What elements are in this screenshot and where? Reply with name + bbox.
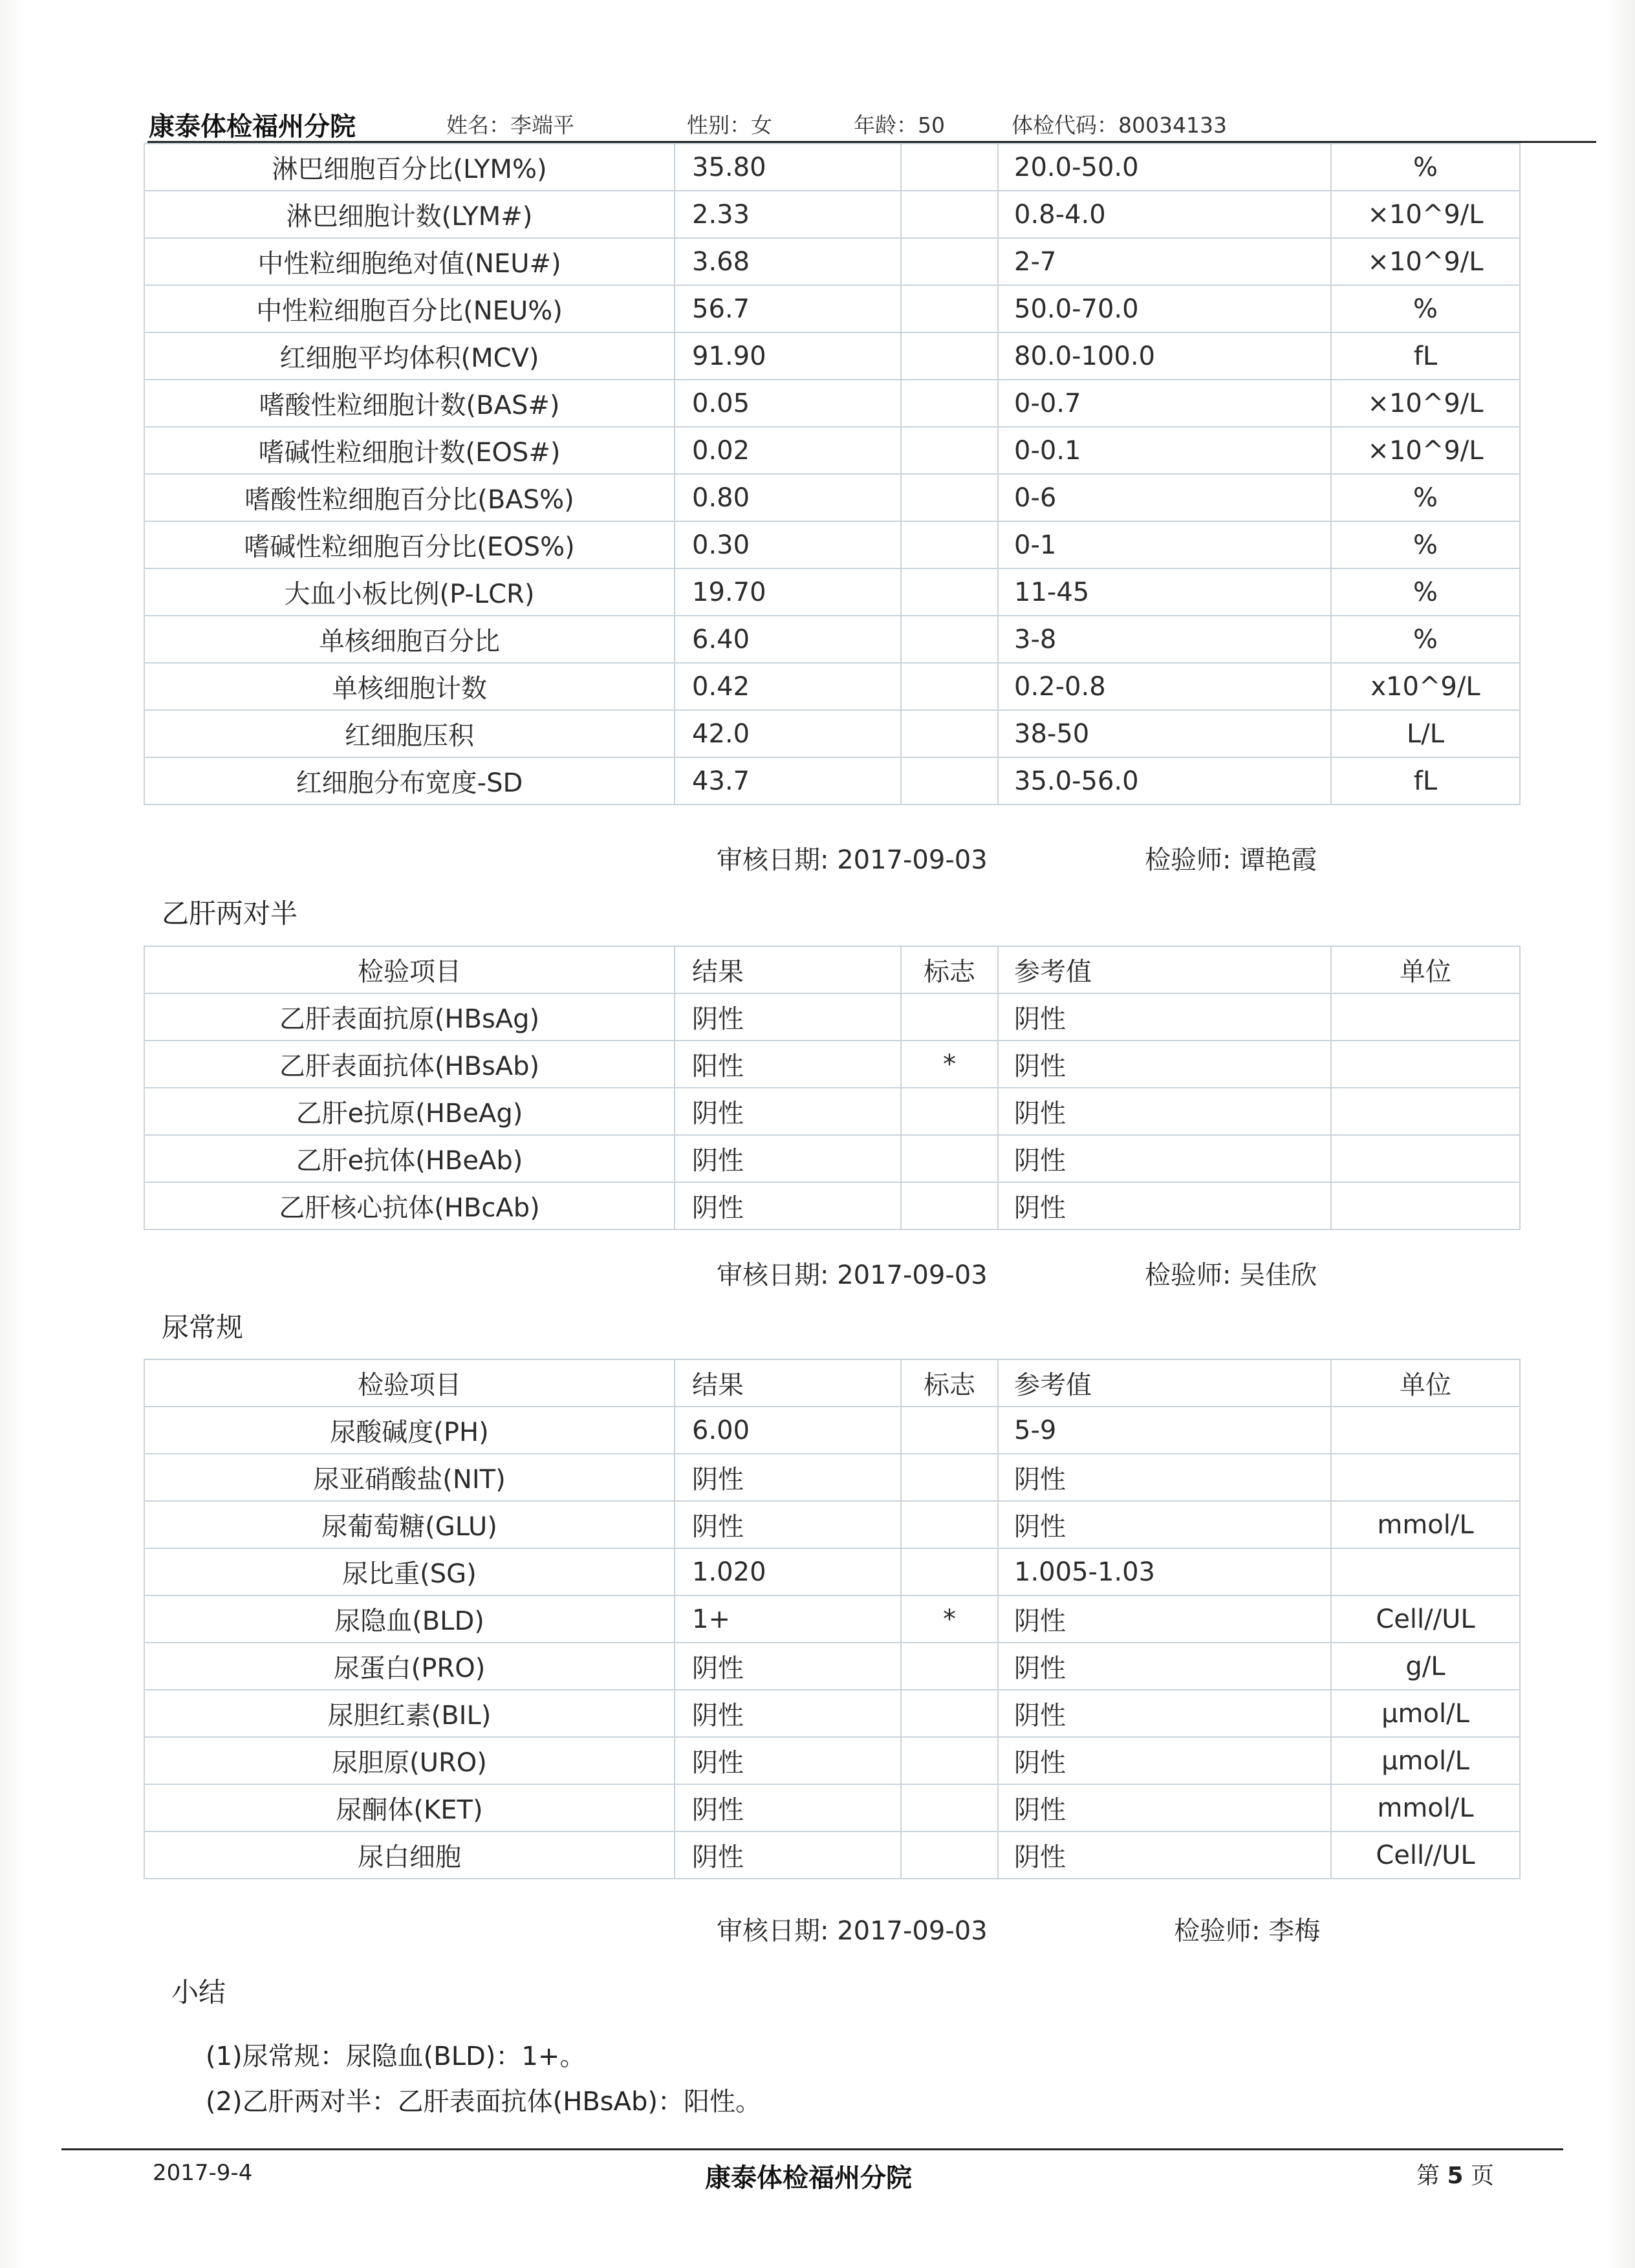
page-number: 5	[1447, 2163, 1464, 2189]
test-name: 单核细胞计数	[144, 663, 675, 710]
test-result: 2.33	[675, 191, 901, 238]
test-name: 尿葡萄糖(GLU)	[144, 1501, 675, 1548]
test-flag	[901, 427, 998, 474]
test-result: 0.30	[675, 521, 901, 568]
table-row	[144, 332, 1520, 380]
test-name: 中性粒细胞百分比(NEU%)	[144, 285, 675, 332]
sign3-date	[717, 1910, 988, 1947]
urine-table-body	[144, 1359, 1520, 1879]
test-name: 乙肝表面抗体(HBsAb)	[144, 1041, 675, 1088]
table-row	[144, 1690, 1520, 1737]
table-row	[144, 1643, 1520, 1690]
page-prefix: 第	[1416, 2163, 1440, 2189]
test-reference: 阴性	[998, 1737, 1331, 1784]
code-label: 体检代码：	[1012, 113, 1118, 138]
test-name: 尿酮体(KET)	[144, 1784, 675, 1831]
test-unit: %	[1331, 521, 1520, 568]
test-name: 大血小板比例(P-LCR)	[144, 568, 675, 616]
sign3-date-value: 2017-09-03	[837, 1916, 988, 1946]
test-result: 阴性	[675, 1135, 901, 1182]
footer-page	[1416, 2157, 1494, 2190]
header-flag: 标志	[901, 1359, 998, 1407]
test-name: 尿蛋白(PRO)	[144, 1643, 675, 1690]
sign3-date-label: 审核日期:	[717, 1916, 829, 1946]
test-unit	[1331, 1135, 1520, 1182]
test-unit: Cell//UL	[1331, 1831, 1520, 1879]
test-result: 6.40	[675, 616, 901, 663]
test-reference: 阴性	[998, 1501, 1331, 1548]
test-flag	[901, 521, 998, 568]
test-result: 42.0	[675, 710, 901, 757]
test-reference: 0-0.1	[998, 427, 1331, 474]
test-result: 35.80	[675, 144, 901, 191]
test-reference: 阴性	[998, 1135, 1331, 1182]
test-flag	[901, 380, 998, 427]
test-flag	[901, 1690, 998, 1737]
header-result: 结果	[675, 1359, 901, 1407]
test-result: 阴性	[675, 1088, 901, 1135]
table-row	[144, 238, 1520, 285]
report-header	[149, 103, 1597, 142]
test-unit: μmol/L	[1331, 1737, 1520, 1784]
test-unit	[1331, 1548, 1520, 1595]
test-reference: 35.0-56.0	[998, 757, 1331, 805]
test-reference: 20.0-50.0	[998, 144, 1331, 191]
test-result: 阴性	[675, 993, 901, 1041]
test-flag	[901, 1831, 998, 1879]
test-name: 嗜碱性粒细胞计数(EOS#)	[144, 427, 675, 474]
test-flag	[901, 1737, 998, 1784]
test-reference: 0.2-0.8	[998, 663, 1331, 710]
test-flag	[901, 993, 998, 1041]
test-unit: ×10^9/L	[1331, 238, 1520, 285]
table-row	[144, 285, 1520, 332]
table-row	[144, 380, 1520, 427]
patient-sex	[687, 109, 772, 139]
test-unit	[1331, 1088, 1520, 1135]
test-result: 阳性	[675, 1041, 901, 1088]
header-result: 结果	[675, 946, 901, 993]
test-name: 乙肝e抗体(HBeAb)	[144, 1135, 675, 1182]
test-flag	[901, 1088, 998, 1135]
code-value: 80034133	[1118, 113, 1227, 138]
test-reference: 0-1	[998, 521, 1331, 568]
sign1-date	[717, 839, 988, 876]
table-row	[144, 1831, 1520, 1879]
test-name: 乙肝表面抗原(HBsAg)	[144, 993, 675, 1041]
test-unit: Cell//UL	[1331, 1595, 1520, 1643]
test-name: 尿隐血(BLD)	[144, 1595, 675, 1643]
test-unit: mmol/L	[1331, 1784, 1520, 1831]
test-flag	[901, 238, 998, 285]
table-row	[144, 427, 1520, 474]
header-ref: 参考值	[998, 1359, 1331, 1407]
test-flag: *	[901, 1041, 998, 1088]
test-name: 嗜碱性粒细胞百分比(EOS%)	[144, 521, 675, 568]
table-row	[144, 1454, 1520, 1501]
test-unit: ×10^9/L	[1331, 380, 1520, 427]
test-flag: *	[901, 1595, 998, 1643]
patient-name	[446, 109, 574, 139]
sign1-tech	[1145, 839, 1317, 876]
table-row	[144, 568, 1520, 616]
test-flag	[901, 474, 998, 521]
footer-date: 2017-9-4	[153, 2160, 253, 2186]
blood-table	[144, 143, 1521, 805]
test-name: 尿酸碱度(PH)	[144, 1407, 675, 1454]
table-row	[144, 1595, 1520, 1643]
test-flag	[901, 1454, 998, 1501]
test-result: 阴性	[675, 1501, 901, 1548]
test-reference: 38-50	[998, 710, 1331, 757]
table-row	[144, 616, 1520, 663]
blood-table-body	[144, 144, 1520, 805]
test-name: 淋巴细胞百分比(LYM%)	[144, 144, 675, 191]
test-flag	[901, 191, 998, 238]
test-result: 91.90	[675, 332, 901, 380]
sign1-tech-value: 谭艳霞	[1239, 845, 1317, 875]
test-result: 43.7	[675, 757, 901, 805]
test-flag	[901, 285, 998, 332]
header-ref: 参考值	[998, 946, 1331, 993]
test-name: 乙肝e抗原(HBeAg)	[144, 1088, 675, 1135]
test-unit: %	[1331, 285, 1520, 332]
test-name: 尿白细胞	[144, 1831, 675, 1879]
test-unit	[1331, 1041, 1520, 1088]
sign2-tech-label: 检验师:	[1145, 1260, 1231, 1290]
test-reference: 阴性	[998, 1831, 1331, 1879]
test-unit: fL	[1331, 757, 1520, 805]
header-org: 康泰体检福州分院	[149, 112, 356, 142]
table-row	[144, 663, 1520, 710]
table-row	[144, 1135, 1520, 1182]
test-reference: 3-8	[998, 616, 1331, 663]
test-flag	[901, 757, 998, 805]
test-flag	[901, 1182, 998, 1229]
sign2-tech-value: 吴佳欣	[1239, 1260, 1317, 1290]
test-flag	[901, 332, 998, 380]
name-value: 李端平	[510, 113, 574, 138]
test-unit	[1331, 1407, 1520, 1454]
sign3-tech-value: 李梅	[1268, 1916, 1321, 1946]
urine-table	[144, 1359, 1521, 1879]
test-flag	[901, 1501, 998, 1548]
test-flag	[901, 1784, 998, 1831]
table-row	[144, 1041, 1520, 1088]
test-unit	[1331, 993, 1520, 1041]
test-result: 6.00	[675, 1407, 901, 1454]
test-flag	[901, 1643, 998, 1690]
age-label: 年龄：	[854, 113, 918, 138]
sign1-date-value: 2017-09-03	[837, 845, 988, 875]
table-row	[144, 757, 1520, 805]
test-unit: mmol/L	[1331, 1501, 1520, 1548]
test-name: 中性粒细胞绝对值(NEU#)	[144, 238, 675, 285]
test-name: 尿亚硝酸盐(NIT)	[144, 1454, 675, 1501]
header-flag: 标志	[901, 946, 998, 993]
sex-label: 性别：	[687, 113, 751, 138]
sign2-tech	[1145, 1255, 1317, 1291]
test-unit: fL	[1331, 332, 1520, 380]
test-unit: %	[1331, 144, 1520, 191]
test-name: 红细胞分布宽度-SD	[144, 757, 675, 805]
summary-title: 小结	[171, 1976, 226, 2008]
test-reference: 阴性	[998, 1595, 1331, 1643]
header-item: 检验项目	[144, 1359, 675, 1407]
test-unit: x10^9/L	[1331, 663, 1520, 710]
test-unit	[1331, 1182, 1520, 1229]
footer-rule	[61, 2148, 1563, 2150]
test-reference: 阴性	[998, 1643, 1331, 1690]
table-row	[144, 993, 1520, 1041]
test-result: 1+	[675, 1595, 901, 1643]
test-unit: ×10^9/L	[1331, 191, 1520, 238]
test-result: 0.02	[675, 427, 901, 474]
test-name: 尿胆原(URO)	[144, 1737, 675, 1784]
test-result: 阴性	[675, 1690, 901, 1737]
test-unit: μmol/L	[1331, 1690, 1520, 1737]
test-result: 阴性	[675, 1182, 901, 1229]
sign2-date	[717, 1255, 988, 1291]
test-result: 56.7	[675, 285, 901, 332]
test-result: 阴性	[675, 1784, 901, 1831]
table-row	[144, 1737, 1520, 1784]
table-row	[144, 1088, 1520, 1135]
test-reference: 阴性	[998, 1041, 1331, 1088]
age-value: 50	[918, 113, 945, 138]
test-reference: 2-7	[998, 238, 1331, 285]
test-name: 淋巴细胞计数(LYM#)	[144, 191, 675, 238]
test-reference: 50.0-70.0	[998, 285, 1331, 332]
table-header-row	[144, 1359, 1520, 1407]
test-reference: 11-45	[998, 568, 1331, 616]
sex-value: 女	[751, 113, 772, 138]
summary-line-2: (2)乙肝两对半：乙肝表面抗体(HBsAb)：阳性。	[206, 2087, 761, 2117]
sign1-date-label: 审核日期:	[717, 845, 829, 875]
test-name: 红细胞平均体积(MCV)	[144, 332, 675, 380]
table-row	[144, 710, 1520, 757]
sign1-tech-label: 检验师:	[1145, 845, 1231, 875]
test-unit: %	[1331, 474, 1520, 521]
test-name: 乙肝核心抗体(HBcAb)	[144, 1182, 675, 1229]
table-row	[144, 474, 1520, 521]
hep-section-title: 乙肝两对半	[162, 898, 298, 929]
table-row	[144, 521, 1520, 568]
test-unit: ×10^9/L	[1331, 427, 1520, 474]
table-row	[144, 1182, 1520, 1229]
test-flag	[901, 663, 998, 710]
test-name: 嗜酸性粒细胞百分比(BAS%)	[144, 474, 675, 521]
test-reference: 1.005-1.03	[998, 1548, 1331, 1595]
table-row	[144, 144, 1520, 191]
header-unit: 单位	[1331, 946, 1520, 993]
test-result: 3.68	[675, 238, 901, 285]
test-result: 阴性	[675, 1643, 901, 1690]
test-name: 尿胆红素(BIL)	[144, 1690, 675, 1737]
test-reference: 0-0.7	[998, 380, 1331, 427]
urine-section-title: 尿常规	[162, 1312, 244, 1343]
test-reference: 阴性	[998, 1088, 1331, 1135]
test-reference: 阴性	[998, 1182, 1331, 1229]
test-name: 单核细胞百分比	[144, 616, 675, 663]
table-row	[144, 1407, 1520, 1454]
table-row	[144, 1548, 1520, 1595]
test-reference: 0.8-4.0	[998, 191, 1331, 238]
test-result: 0.42	[675, 663, 901, 710]
test-name: 红细胞压积	[144, 710, 675, 757]
test-reference: 阴性	[998, 993, 1331, 1041]
test-reference: 0-6	[998, 474, 1331, 521]
test-flag	[901, 568, 998, 616]
footer-org: 康泰体检福州分院	[705, 2163, 912, 2193]
name-label: 姓名：	[446, 113, 510, 138]
header-unit: 单位	[1331, 1359, 1520, 1407]
hep-table-body	[144, 946, 1520, 1229]
test-result: 1.020	[675, 1548, 901, 1595]
test-unit: %	[1331, 616, 1520, 663]
patient-code	[1012, 109, 1227, 139]
test-flag	[901, 1407, 998, 1454]
test-result: 阴性	[675, 1454, 901, 1501]
test-flag	[901, 1548, 998, 1595]
test-unit: %	[1331, 568, 1520, 616]
test-result: 0.80	[675, 474, 901, 521]
test-name: 尿比重(SG)	[144, 1548, 675, 1595]
test-result: 19.70	[675, 568, 901, 616]
hep-table	[144, 945, 1521, 1230]
test-result: 阴性	[675, 1737, 901, 1784]
test-reference: 80.0-100.0	[998, 332, 1331, 380]
sign2-date-label: 审核日期:	[717, 1260, 829, 1290]
test-reference: 阴性	[998, 1454, 1331, 1501]
patient-age	[854, 109, 945, 139]
summary-line-1: (1)尿常规：尿隐血(BLD)：1+。	[206, 2042, 586, 2071]
header-item: 检验项目	[144, 946, 675, 993]
test-reference: 阴性	[998, 1784, 1331, 1831]
table-row	[144, 1501, 1520, 1548]
test-reference: 5-9	[998, 1407, 1331, 1454]
test-unit: L/L	[1331, 710, 1520, 757]
test-name: 嗜酸性粒细胞计数(BAS#)	[144, 380, 675, 427]
table-row	[144, 191, 1520, 238]
sign2-date-value: 2017-09-03	[837, 1260, 988, 1290]
sign3-tech	[1174, 1910, 1320, 1947]
test-flag	[901, 1135, 998, 1182]
table-row	[144, 1784, 1520, 1831]
test-flag	[901, 616, 998, 663]
sign3-tech-label: 检验师:	[1174, 1916, 1261, 1946]
test-flag	[901, 144, 998, 191]
test-flag	[901, 710, 998, 757]
page-suffix: 页	[1470, 2163, 1494, 2189]
test-result: 阴性	[675, 1831, 901, 1879]
test-unit: g/L	[1331, 1643, 1520, 1690]
test-reference: 阴性	[998, 1690, 1331, 1737]
test-result: 0.05	[675, 380, 901, 427]
table-header-row	[144, 946, 1520, 993]
test-unit	[1331, 1454, 1520, 1501]
